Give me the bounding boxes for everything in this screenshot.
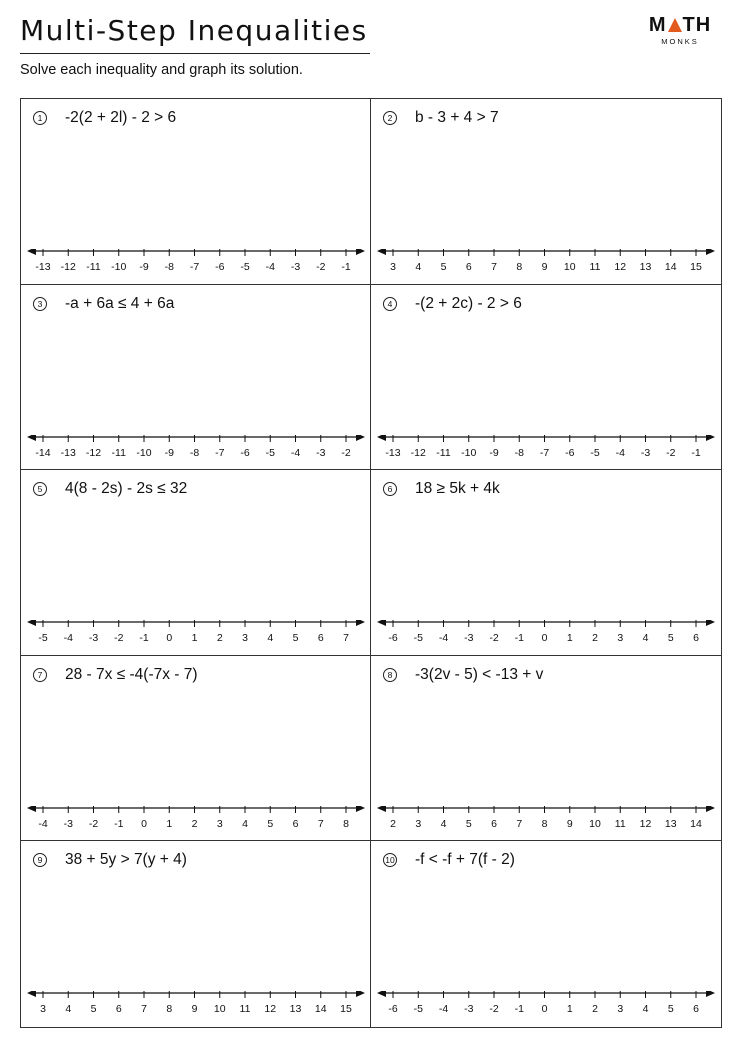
number-line xyxy=(21,620,372,650)
tick-label: 3 xyxy=(390,261,396,273)
tick-label: 0 xyxy=(541,1003,548,1016)
problem-number: 2 xyxy=(383,111,397,125)
tick-label: -1 xyxy=(114,817,124,830)
inequality-expression: 38 + 5y > 7(y + 4) xyxy=(65,851,187,869)
tick-label: 12 xyxy=(264,1003,277,1016)
tick-label: -3 xyxy=(640,446,651,459)
problem-cell xyxy=(21,99,371,285)
problem-cell xyxy=(371,470,721,656)
tick-label: -1 xyxy=(139,632,149,645)
problem-cell xyxy=(21,470,371,656)
number-line xyxy=(21,435,372,465)
left-arrow-icon xyxy=(377,435,386,441)
tick-label: 11 xyxy=(614,817,626,830)
tick-label: -12 xyxy=(410,446,426,459)
problem-number: 9 xyxy=(33,853,47,867)
tick-label: 3 xyxy=(242,632,248,645)
number-line xyxy=(371,435,722,465)
tick-label: -6 xyxy=(215,261,225,273)
problem-number: 3 xyxy=(33,297,47,311)
problem-number: 7 xyxy=(33,668,47,682)
tick-label: -2 xyxy=(316,261,326,273)
left-arrow-icon xyxy=(27,991,36,997)
tick-label: -2 xyxy=(666,446,676,459)
left-arrow-icon xyxy=(27,435,36,441)
right-arrow-icon xyxy=(706,620,715,626)
tick-label: 2 xyxy=(390,817,396,830)
inequality-expression: 4(8 - 2s) - 2s ≤ 32 xyxy=(65,480,188,498)
number-line xyxy=(371,806,722,836)
tick-label: -14 xyxy=(35,446,51,459)
tick-label: 8 xyxy=(541,817,548,830)
tick-label: 7 xyxy=(317,817,324,830)
problem-cell xyxy=(21,841,371,1027)
tick-label: -6 xyxy=(388,1003,398,1016)
tick-label: 3 xyxy=(216,817,223,830)
left-arrow-icon xyxy=(27,620,36,626)
tick-label: -7 xyxy=(189,261,200,273)
tick-label: -3 xyxy=(316,446,326,459)
problem-cell xyxy=(371,656,721,842)
tick-label: -9 xyxy=(139,261,149,273)
instructions: Solve each inequality and graph its solution. xyxy=(20,62,303,78)
number-line xyxy=(21,806,372,836)
inequality-expression: -f < -f + 7(f - 2) xyxy=(415,851,515,869)
tick-label: -10 xyxy=(111,261,127,273)
number-line xyxy=(21,991,372,1021)
tick-label: 0 xyxy=(166,632,173,645)
logo-subtext: MONKS xyxy=(661,37,699,46)
tick-label: 4 xyxy=(267,632,274,645)
tick-label: -3 xyxy=(464,1003,474,1016)
problem-number: 5 xyxy=(33,482,47,496)
tick-label: -6 xyxy=(565,446,575,459)
tick-label: -3 xyxy=(290,261,301,273)
left-arrow-icon xyxy=(377,991,386,997)
tick-label: 7 xyxy=(516,817,523,830)
tick-label: 5 xyxy=(465,817,472,830)
problem-cell xyxy=(21,285,371,471)
tick-label: 0 xyxy=(541,632,548,645)
tick-label: -1 xyxy=(691,446,701,459)
tick-label: 6 xyxy=(465,261,472,273)
logo-text-left: M xyxy=(648,14,667,36)
tick-label: -9 xyxy=(164,446,174,459)
tick-label: 3 xyxy=(617,632,624,645)
tick-label: 3 xyxy=(415,817,422,830)
tick-label: 14 xyxy=(314,1003,327,1016)
tick-label: 9 xyxy=(541,261,548,273)
tick-label: 1 xyxy=(166,817,173,830)
inequality-expression: b - 3 + 4 > 7 xyxy=(415,109,499,126)
tick-label: -2 xyxy=(114,632,124,645)
inequality-expression: 28 - 7x ≤ -4(-7x - 7) xyxy=(65,665,198,683)
tick-label: -4 xyxy=(290,446,301,459)
tick-label: 6 xyxy=(693,1003,699,1016)
tick-label: -5 xyxy=(413,1003,423,1016)
tick-label: 2 xyxy=(191,817,198,830)
tick-label: 8 xyxy=(343,817,349,830)
tick-label: -10 xyxy=(461,446,477,459)
tick-label: -3 xyxy=(88,632,99,645)
tick-label: 11 xyxy=(239,1003,251,1016)
tick-label: 7 xyxy=(343,632,349,645)
tick-label: 4 xyxy=(415,261,422,273)
tick-label: -5 xyxy=(413,632,423,645)
problem-number: 6 xyxy=(383,482,397,496)
tick-label: 1 xyxy=(566,632,573,645)
problem-number: 1 xyxy=(33,111,47,125)
tick-label: 4 xyxy=(65,1003,72,1016)
tick-label: 4 xyxy=(242,817,248,830)
tick-label: 4 xyxy=(642,1003,649,1016)
tick-label: -10 xyxy=(136,446,152,459)
tick-label: -4 xyxy=(438,1003,449,1016)
tick-label: -4 xyxy=(438,632,449,645)
tick-label: -4 xyxy=(63,632,73,645)
tick-label: -6 xyxy=(388,632,398,645)
page-title: Multi-Step Inequalities xyxy=(20,14,368,47)
tick-label: -5 xyxy=(240,261,250,273)
tick-label: 3 xyxy=(40,1003,46,1016)
tick-label: 10 xyxy=(589,817,601,830)
tick-label: -3 xyxy=(464,632,474,645)
tick-label: -13 xyxy=(60,446,76,459)
title-underline xyxy=(20,53,370,54)
inequality-expression: -3(2v - 5) < -13 + v xyxy=(415,665,544,683)
tick-label: -5 xyxy=(265,446,275,459)
tick-label: 14 xyxy=(690,817,702,830)
tick-label: 5 xyxy=(667,1003,674,1016)
right-arrow-icon xyxy=(356,435,365,441)
tick-label: -5 xyxy=(590,446,600,459)
tick-label: 8 xyxy=(516,261,523,273)
right-arrow-icon xyxy=(356,249,365,255)
logo-triangle-icon xyxy=(668,18,682,32)
inequality-expression: 18 ≥ 5k + 4k xyxy=(415,480,500,498)
number-line xyxy=(371,620,722,650)
tick-label: -11 xyxy=(436,446,451,459)
right-arrow-icon xyxy=(356,806,365,812)
tick-label: 7 xyxy=(491,261,497,273)
tick-label: 6 xyxy=(693,632,699,645)
tick-label: -1 xyxy=(514,1003,524,1016)
left-arrow-icon xyxy=(27,249,36,255)
tick-label: 15 xyxy=(340,1003,352,1016)
logo-text-right: TH xyxy=(682,14,712,36)
tick-label: 13 xyxy=(639,261,652,273)
tick-label: -4 xyxy=(615,446,625,459)
right-arrow-icon xyxy=(356,620,365,626)
tick-label: 2 xyxy=(216,632,223,645)
problem-number: 4 xyxy=(383,297,397,311)
tick-label: 1 xyxy=(566,1003,573,1016)
left-arrow-icon xyxy=(377,249,386,255)
tick-label: 13 xyxy=(289,1003,302,1016)
tick-label: 12 xyxy=(639,817,652,830)
tick-label: 9 xyxy=(566,817,573,830)
right-arrow-icon xyxy=(356,991,365,997)
tick-label: 13 xyxy=(664,817,677,830)
tick-label: 3 xyxy=(617,1003,624,1016)
tick-label: -12 xyxy=(85,446,102,459)
tick-label: -9 xyxy=(489,446,499,459)
tick-label: -11 xyxy=(111,446,126,459)
number-line xyxy=(371,991,722,1021)
tick-label: 15 xyxy=(690,261,702,273)
tick-label: 6 xyxy=(292,817,299,830)
tick-label: 7 xyxy=(141,1003,147,1016)
tick-label: 10 xyxy=(563,261,576,273)
tick-label: -2 xyxy=(489,632,499,645)
tick-label: 14 xyxy=(664,261,677,273)
tick-label: -8 xyxy=(189,446,200,459)
tick-label: -1 xyxy=(341,261,351,273)
inequality-expression: -(2 + 2c) - 2 > 6 xyxy=(415,294,522,312)
tick-label: 11 xyxy=(589,261,601,273)
problem-number: 10 xyxy=(383,853,397,867)
tick-label: 5 xyxy=(90,1003,97,1016)
tick-label: 5 xyxy=(440,261,447,273)
tick-label: 5 xyxy=(667,632,674,645)
tick-label: 6 xyxy=(115,1003,122,1016)
tick-label: -1 xyxy=(514,632,524,645)
tick-label: -13 xyxy=(35,261,51,273)
tick-label: -5 xyxy=(38,632,48,645)
problem-cell xyxy=(371,841,721,1027)
right-arrow-icon xyxy=(706,249,715,255)
tick-label: -4 xyxy=(265,261,275,273)
left-arrow-icon xyxy=(27,806,36,812)
tick-label: 6 xyxy=(317,632,324,645)
tick-label: 4 xyxy=(440,817,447,830)
tick-label: 10 xyxy=(213,1003,226,1016)
tick-label: -13 xyxy=(385,446,401,459)
tick-label: 5 xyxy=(292,632,299,645)
problem-cell xyxy=(21,656,371,842)
tick-label: 5 xyxy=(267,817,274,830)
right-arrow-icon xyxy=(706,991,715,997)
tick-label: 12 xyxy=(614,261,627,273)
left-arrow-icon xyxy=(377,620,386,626)
tick-label: -12 xyxy=(60,261,76,273)
problem-cell xyxy=(371,285,721,471)
inequality-expression: -a + 6a ≤ 4 + 6a xyxy=(65,294,175,312)
right-arrow-icon xyxy=(706,806,715,812)
tick-label: 2 xyxy=(592,632,598,645)
tick-label: -7 xyxy=(215,446,225,459)
tick-label: -7 xyxy=(539,446,550,459)
tick-label: 2 xyxy=(592,1003,598,1016)
tick-label: -4 xyxy=(38,817,48,830)
tick-label: 8 xyxy=(166,1003,173,1016)
tick-label: -11 xyxy=(86,261,101,273)
number-line xyxy=(371,249,722,279)
tick-label: -8 xyxy=(514,446,524,459)
problem-number: 8 xyxy=(383,668,397,682)
brand-logo xyxy=(640,14,720,46)
number-line xyxy=(21,249,372,279)
problem-cell xyxy=(371,99,721,285)
tick-label: -3 xyxy=(63,817,73,830)
tick-label: -2 xyxy=(489,1003,499,1016)
left-arrow-icon xyxy=(377,806,386,812)
tick-label: -8 xyxy=(164,261,174,273)
tick-label: 9 xyxy=(191,1003,198,1016)
tick-label: -6 xyxy=(240,446,250,459)
tick-label: -2 xyxy=(341,446,351,459)
problem-grid xyxy=(20,98,722,1028)
tick-label: 6 xyxy=(491,817,497,830)
right-arrow-icon xyxy=(706,435,715,441)
tick-label: 4 xyxy=(642,632,649,645)
tick-label: 0 xyxy=(141,817,147,830)
inequality-expression: -2(2 + 2l) - 2 > 6 xyxy=(65,109,177,126)
tick-label: -2 xyxy=(88,817,99,830)
tick-label: 1 xyxy=(191,632,198,645)
